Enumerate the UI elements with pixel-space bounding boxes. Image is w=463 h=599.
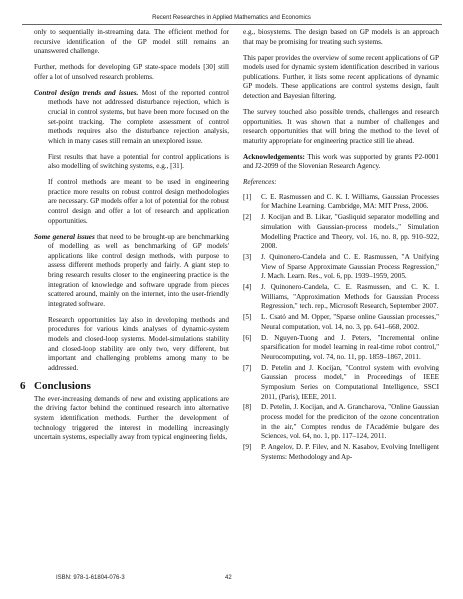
reference-number: [8] <box>243 403 252 412</box>
running-header: Recent Researches in Applied Mathematics and Economics <box>152 15 311 21</box>
reference-item <box>243 313 439 332</box>
paragraph: First results that have a potential for control applications is also modelling of switching systems, e.g., [31]. <box>48 152 229 171</box>
paragraph-body: Most of the reported control methods have not addressed disturbance rejection, which is crucial in control systems, but have been more focused on the set-point tracking. The complete assessment of control methods requires also the disturbance rejection analysis, which in many cases still remain an unexplored issue. <box>48 88 229 145</box>
reference-text: J. Quinonero-Candela and C. E. Rasmussen, "A Unifying View of Sparse Approximate Gaussian Process Regression," J. Mach. Learn. Res., vol. 6, pp. 1939–1959, 2005. <box>261 253 439 281</box>
reference-item <box>243 334 439 363</box>
reference-item <box>243 403 439 441</box>
reference-text: D. Petelin, J. Kocijan, and A. Grancharova, "Online Gaussian process model for the prediciton of the ozone concentration in the air," Comptes rendus de l'Académie bulgare des Sciences, vol. 64, no. 1, pp. 117–124, 2011. <box>261 403 439 441</box>
reference-number: [4] <box>243 283 252 292</box>
header-rule <box>22 24 442 25</box>
footer-isbn: ISBN: 978-1-61804-076-3 <box>56 575 125 581</box>
section-title: Conclusions <box>34 379 91 392</box>
reference-item <box>243 364 439 402</box>
reference-item <box>243 443 439 462</box>
right-column <box>243 28 439 464</box>
reference-text: D. Petelin and J. Kocijan, "Control system with evolving Gaussian process model," in Proceedings of IEEE Symposium Series on Computational Intelligence, SSCI 2011, (Paris), IEEE, 2011. <box>261 363 439 401</box>
reference-list <box>243 193 439 462</box>
paragraph-general-issues <box>34 233 229 310</box>
reference-text: L. Csató and M. Opper, "Sparse online Gaussian processes," Neural computation, vol. 14, no. 3, pp. 641–668, 2002. <box>261 313 439 331</box>
reference-item <box>243 213 439 251</box>
paragraph: Further, methods for developing GP state-space models [30] still offer a lot of unsolved research problems. <box>34 63 229 81</box>
paragraph-body: that need to be brought-up are benchmarking of modelling as well as benchmarking of GP models' applications like control design methods, with purpose to assess different methods properly and fairly. A giant step to bring research results closer to the engineering practice is the integration of knowledge and software upgrade from pieces scattered around, mainly on the internet, into the user-friendly integrated software. <box>48 232 229 308</box>
paragraph: e.g., biosystems. The design based on GP models is an approach that may be promising for treating such systems. <box>243 28 439 46</box>
paragraph: The survey touched also possible trends, challenges and research opportunities. It was shown that a number of challenges and research opportunities that will bring the method to the level of maturity appropriate for engineering practice still lie ahead. <box>243 107 439 145</box>
reference-number: [2] <box>243 213 252 222</box>
reference-item <box>243 193 439 212</box>
acknowledgements-body: This work was supported by grants P2-0001 and J2-2099 of the Slovenian Research Agency. <box>243 152 439 171</box>
page-number: 42 <box>225 575 232 581</box>
paragraph: only to sequentially in-streaming data. The efficient method for recursive identification of the GP model still remains an unanswered challenge. <box>34 28 229 56</box>
section-number: 6 <box>20 379 26 392</box>
reference-number: [1] <box>243 192 252 201</box>
paragraph-lead: Control design trends and issues. <box>34 88 139 97</box>
reference-number: [5] <box>243 313 252 322</box>
reference-number: [6] <box>243 333 252 342</box>
acknowledgements <box>243 153 439 172</box>
paragraph: If control methods are meant to be used in engineering practice more results on robust control design methodologies are necessary. GP models offer a lot of potential for the robust control design and offer a lot of research and application opportunities. <box>48 178 229 225</box>
left-column <box>20 28 229 449</box>
paragraph: The ever-increasing demands of new and existing applications are the driving factor behind the continued research into alternative system identification methods. Further the development of technology triggered the interest in modelling increasingly uncertain systems, especially away from typical engineering fields, <box>34 394 229 442</box>
reference-number: [3] <box>243 253 252 262</box>
paragraph-control-design <box>34 89 229 147</box>
reference-text: J. Kocijan and B. Likar, "Gasliquid separator modelling and simulation with Gaussian-process models.," Simulation Modelling Practice and Theory, vol. 16, no. 8, pp. 910–922, 2008. <box>261 213 439 251</box>
reference-number: [7] <box>243 363 252 372</box>
reference-text: D. Nguyen-Tuong and J. Peters, "Incremental online sparsification for model learning in real-time robot control," Neurocomputing, vol. 74, no. 11, pp. 1859–1867, 2011. <box>261 333 439 361</box>
reference-text: J. Quinonero-Candela, C. E. Rasmussen, and C. K. I. Williams, "Approximation Methods for Gaussian Process Regression," tech. rep., Microsoft Research, September 2007. <box>261 283 439 311</box>
references-heading: References: <box>243 178 277 187</box>
reference-text: P. Angelov, D. P. Filev, and N. Kasabov, Evolving Intelligent Systems: Methodology and Ap- <box>261 443 439 461</box>
reference-item <box>243 283 439 312</box>
reference-item <box>243 253 439 282</box>
paragraph: Research opportunities lay also in developing methods and procedures for various kinds analyses of dynamic-system models and closed-loop systems. Model-simulations stability and closed-loop stability are only two, very different, but important and challenging problems among many to be addressed. <box>48 315 229 372</box>
section-heading <box>20 380 229 393</box>
reference-text: C. E. Rasmussen and C. K. I. Williams, Gaussian Processes for Machine Learning. Cambridge, MA: MIT Press, 2006. <box>261 192 439 211</box>
acknowledgements-lead: Acknowledgements: <box>243 152 305 161</box>
reference-number: [9] <box>243 443 252 452</box>
paragraph-lead: Some general issues <box>34 232 95 241</box>
paragraph: This paper provides the overview of some recent applications of GP models used for dynamic system identification described in various publications. Further, it lists some recent applications of dynamic GP models. These applications are control systems design, fault detection and Bayesian filtering. <box>243 53 439 100</box>
